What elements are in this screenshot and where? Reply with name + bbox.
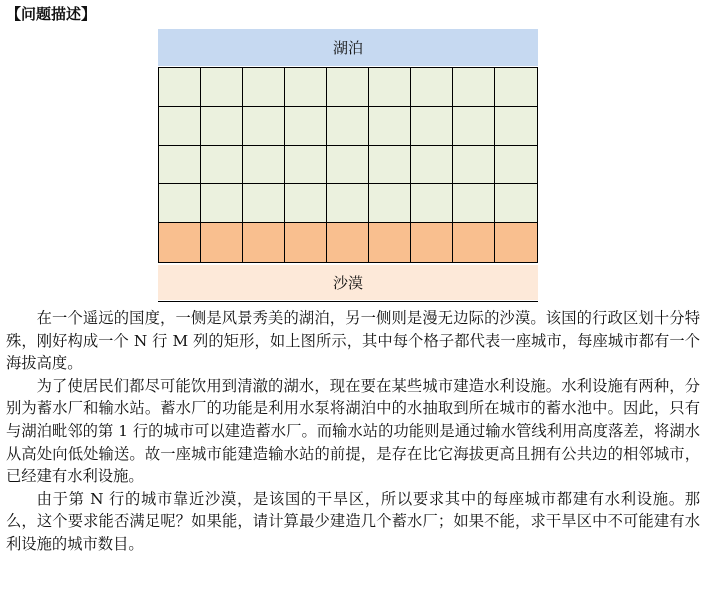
city-cell [201,146,243,185]
paragraph-question: 由于第 N 行的城市靠近沙漠，是该国的干旱区，所以要求其中的每座城市都建有水利设施。那么，这个要求能否满足呢？如果能，请计算最少建造几个蓄水厂；如果不能，求干旱区中不可能建有水利设施的城市数目。 [6,489,700,553]
desert-label: 沙漠 [332,274,363,292]
arid-city-cell [453,223,495,262]
city-cell [453,184,495,223]
arid-city-cell [327,223,369,262]
city-cell [243,107,285,146]
city-cell [327,68,369,107]
arid-city-cell [495,223,537,262]
arid-city-cell [369,223,411,262]
city-cell [411,107,453,146]
city-cell [411,68,453,107]
city-cell [411,184,453,223]
city-cell [243,68,285,107]
city-cell [327,184,369,223]
desert-bottom-rule [158,301,538,302]
city-cell [495,146,537,185]
city-cell [495,184,537,223]
city-cell [243,146,285,185]
city-cell [159,68,201,107]
arid-city-cell [243,223,285,262]
city-cell [453,146,495,185]
city-cell [201,107,243,146]
lake-band [158,29,538,66]
city-cell [159,107,201,146]
paragraph-intro: 在一个遥远的国度，一侧是风景秀美的湖泊，另一侧则是漫无边际的沙漠。该国的行政区划十分特殊，刚好构成一个 N 行 M 列的矩形，如上图所示，其中每个格子都代表一座城市，每座城市都有一个海拔高度。 [6,309,700,373]
city-cell [453,107,495,146]
city-cell [201,184,243,223]
arid-city-cell [411,223,453,262]
arid-city-cell [201,223,243,262]
city-cell [495,68,537,107]
city-cell [327,107,369,146]
city-cell [369,146,411,185]
city-cell [285,107,327,146]
city-cell [369,107,411,146]
city-cell [411,146,453,185]
section-title: 【问题描述】 [6,5,97,23]
city-cell [369,68,411,107]
city-cell [201,68,243,107]
city-cell [159,146,201,185]
arid-city-cell [285,223,327,262]
city-cell [327,146,369,185]
city-cell [285,146,327,185]
city-cell [159,184,201,223]
city-cell [285,184,327,223]
city-cell [369,184,411,223]
paragraph-facilities: 为了使居民们都尽可能饮用到清澈的湖水，现在要在某些城市建造水利设施。水利设施有两种，分别为蓄水厂和输水站。蓄水厂的功能是利用水泵将湖泊中的水抽取到所在城市的蓄水池中。因此，只有与湖泊毗邻的第 1 行的城市可以建造蓄水厂。而输水站的功能则是通过输水管线利用高度落差，将湖水从高处向低处输送。故一座城市能建造输水站的前提，是存在比它海拔更高且拥有公共边的相邻城市，已经建有水利设施。 [6,376,700,486]
city-cell [453,68,495,107]
arid-city-cell [159,223,201,262]
city-cell [243,184,285,223]
city-cell [285,68,327,107]
lake-label: 湖泊 [332,39,363,57]
problem-text [6,307,700,556]
desert-band [158,265,538,300]
city-grid [158,67,538,263]
city-cell [495,107,537,146]
map-figure [158,29,538,303]
